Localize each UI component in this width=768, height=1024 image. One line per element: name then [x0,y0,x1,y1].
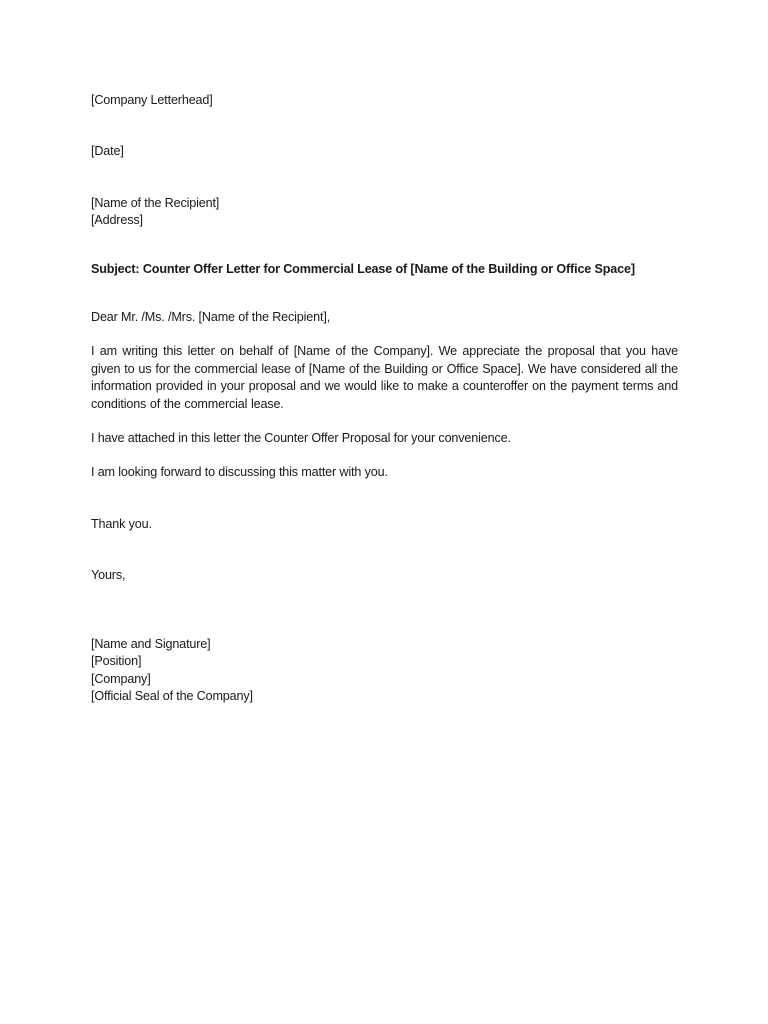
recipient-name: [Name of the Recipient] [91,195,220,210]
thank-you: Thank you. [91,516,152,531]
letter-body [91,92,678,705]
spacer [91,447,678,464]
signature-position: [Position] [91,654,142,669]
spacer [91,109,678,143]
spacer [91,230,678,261]
spacer [91,413,678,430]
spacer [91,585,678,636]
letter-date: [Date] [91,144,124,159]
spacer [91,482,678,516]
paragraph-followup: I am looking forward to discussing this matter with you. [91,465,388,480]
spacer [91,161,678,195]
letter-subject: Subject: Counter Offer Letter for Commercial Lease of [Name of the Building or Office Space] [91,261,635,276]
signature-name: [Name and Signature] [91,636,211,651]
salutation: Dear Mr. /Ms. /Mrs. [Name of the Recipient], [91,310,331,325]
signature-seal: [Official Seal of the Company] [91,688,253,703]
recipient-address: [Address] [91,213,143,228]
paragraph-intro: I am writing this letter on behalf of [Name of the Company]. We appreciate the proposal that you have given to us for the commercial lease of [Name of the Building or Office Space]. We have considered all the information provided in your proposal and we would like to make a counteroffer on the payment terms and conditions of the commercial lease. [91,344,678,411]
company-letterhead: [Company Letterhead] [91,93,213,107]
signature-company: [Company] [91,671,151,686]
spacer [91,278,678,309]
closing: Yours, [91,568,126,583]
paragraph-attachment: I have attached in this letter the Counter Offer Proposal for your convenience. [91,431,511,446]
spacer [91,326,678,343]
spacer [91,533,678,567]
